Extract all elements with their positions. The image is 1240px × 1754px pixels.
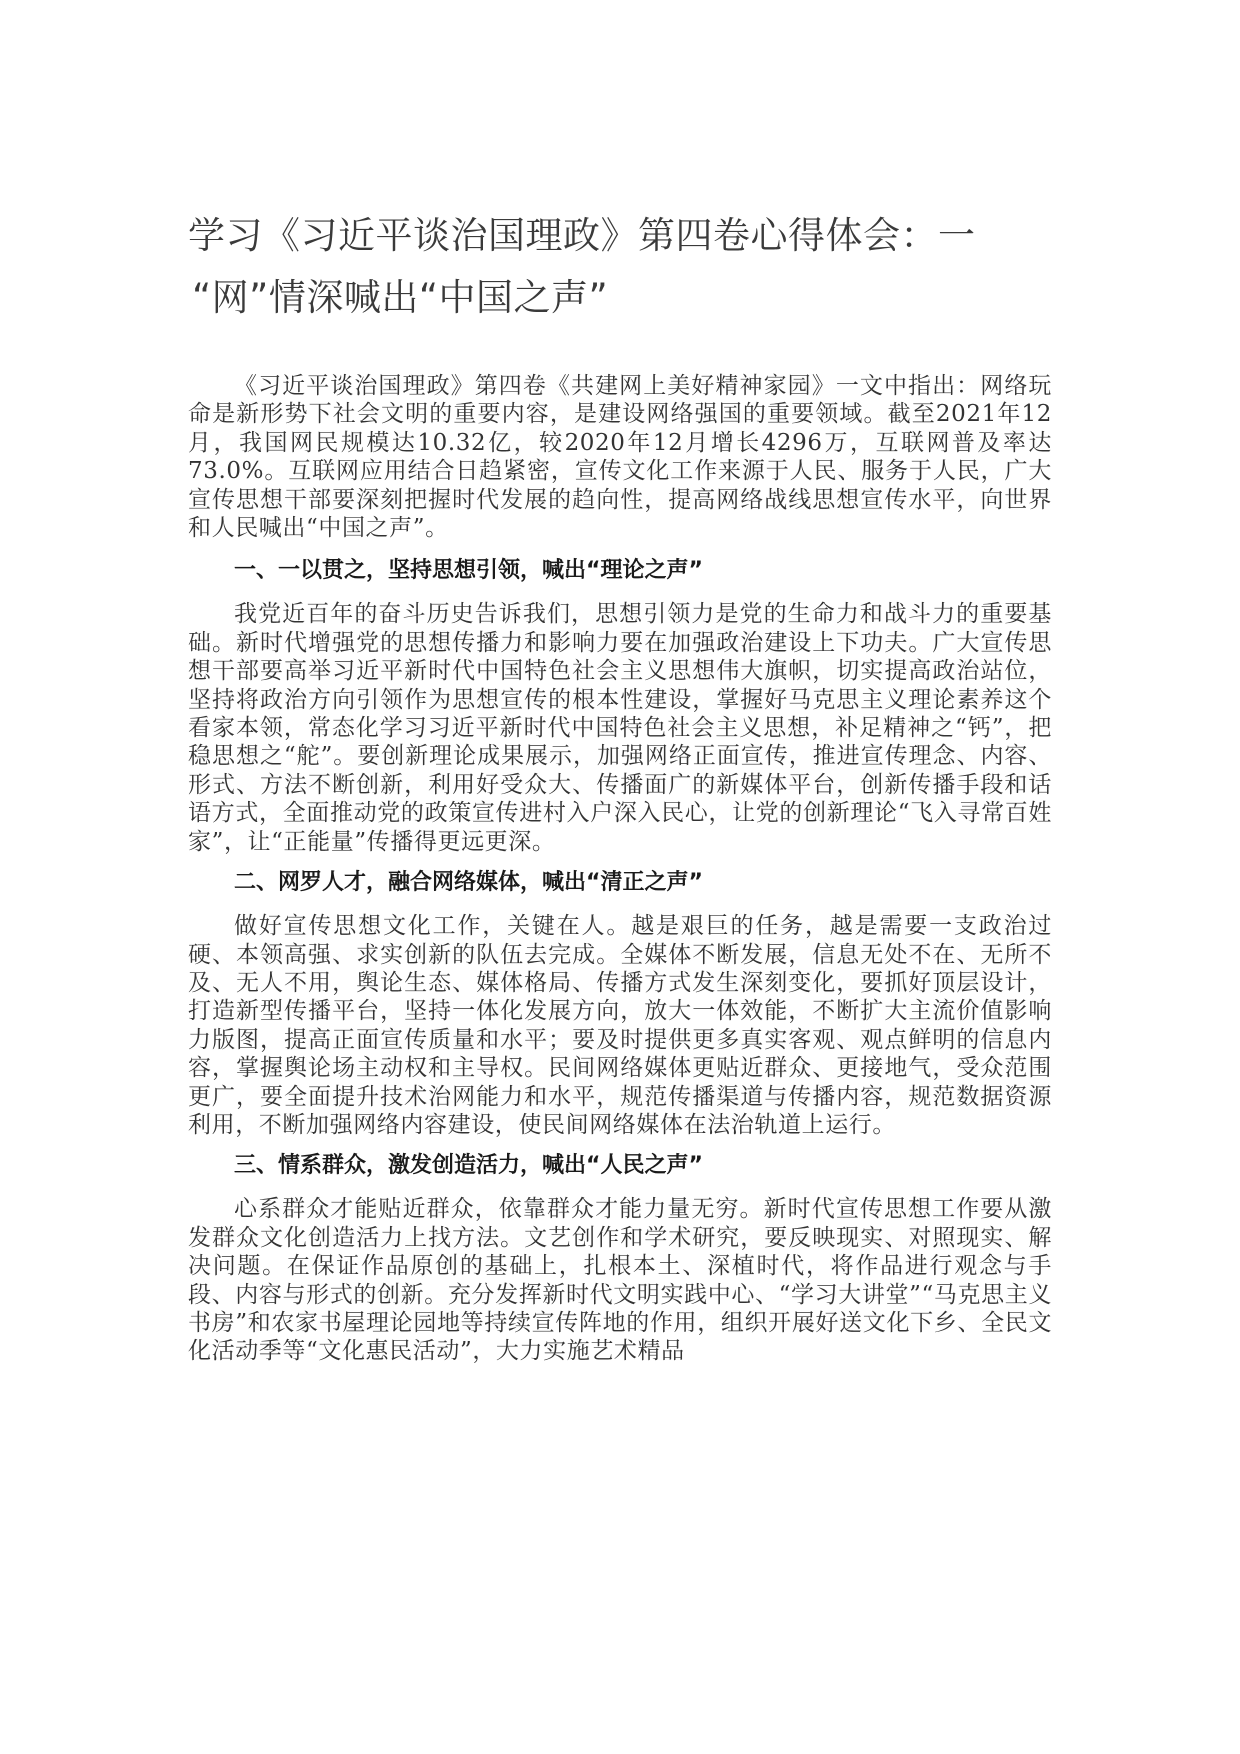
section-2-heading: 二、网罗人才，融合网络媒体，喊出“清正之声”	[234, 870, 703, 896]
document-body	[188, 372, 1052, 1366]
section-1-paragraph: 我党近百年的奋斗历史告诉我们，思想引领力是党的生命力和战斗力的重要基础。新时代增强党的思想传播力和影响力要在加强政治建设上下功夫。广大宣传思想干部要高举习近平新时代中国特色社会主义思想伟大旗帜，切实提高政治站位，坚持将政治方向引领作为思想宣传的根本性建设，掌握好马克思主义理论素养这个看家本领，常态化学习习近平新时代中国特色社会主义思想，补足精神之“钙”，把稳思想之“舵”。要创新理论成果展示，加强网络正面宣传，推进宣传理念、内容、形式、方法不断创新，利用好受众大、传播面广的新媒体平台，创新传播手段和话语方式，全面推动党的政策宣传进村入户深入民心，让党的创新理论“飞入寻常百姓家”，让“正能量”传播得更远更深。	[188, 601, 1052, 855]
document-title	[188, 205, 1068, 329]
intro-paragraph: 《习近平谈治国理政》第四卷《共建网上美好精神家园》一文中指出：网络玩命是新形势下社会文明的重要内容，是建设网络强国的重要领域。截至2021年12月，我国网民规模达10.32亿，较2020年12月增长4296万，互联网普及率达73.0%。互联网应用结合日趋紧密，宣传文化工作来源于人民、服务于人民，广大宣传思想干部要深刻把握时代发展的趋向性，提高网络战线思想宣传水平，向世界和人民喊出“中国之声”。	[188, 373, 1052, 542]
section-2-paragraph: 做好宣传思想文化工作，关键在人。越是艰巨的任务，越是需要一支政治过硬、本领高强、求实创新的队伍去完成。全媒体不断发展，信息无处不在、无所不及、无人不用，舆论生态、媒体格局、传播方式发生深刻变化，要抓好顶层设计，打造新型传播平台，坚持一体化发展方向，放大一体效能，不断扩大主流价值影响力版图，提高正面宣传质量和水平；要及时提供更多真实客观、观点鲜明的信息内容，掌握舆论场主动权和主导权。民间网络媒体更贴近群众、更接地气，受众范围更广，要全面提升技术治网能力和水平，规范传播渠道与传播内容，规范数据资源利用，不断加强网络内容建设，使民间网络媒体在法治轨道上运行。	[188, 913, 1052, 1138]
title-line-2: “网”情深喊出“中国之声”	[192, 276, 609, 319]
section-3-paragraph: 心系群众才能贴近群众，依靠群众才能力量无穷。新时代宣传思想工作要从激发群众文化创造活力上找方法。文艺创作和学术研究，要反映现实、对照现实、解决问题。在保证作品原创的基础上，扎根本土、深植时代，将作品进行观念与手段、内容与形式的创新。充分发挥新时代文明实践中心、“学习大讲堂”“马克思主义书房”和农家书屋理论园地等持续宣传阵地的作用，组织开展好送文化下乡、全民文化活动季等“文化惠民活动”，大力实施艺术精品	[188, 1196, 1052, 1365]
section-1-heading: 一、一以贯之，坚持思想引领，喊出“理论之声”	[234, 558, 703, 584]
title-line-1: 学习《习近平谈治国理政》第四卷心得体会：一	[188, 214, 976, 257]
section-3-heading: 三、情系群众，激发创造活力，喊出“人民之声”	[234, 1153, 703, 1179]
